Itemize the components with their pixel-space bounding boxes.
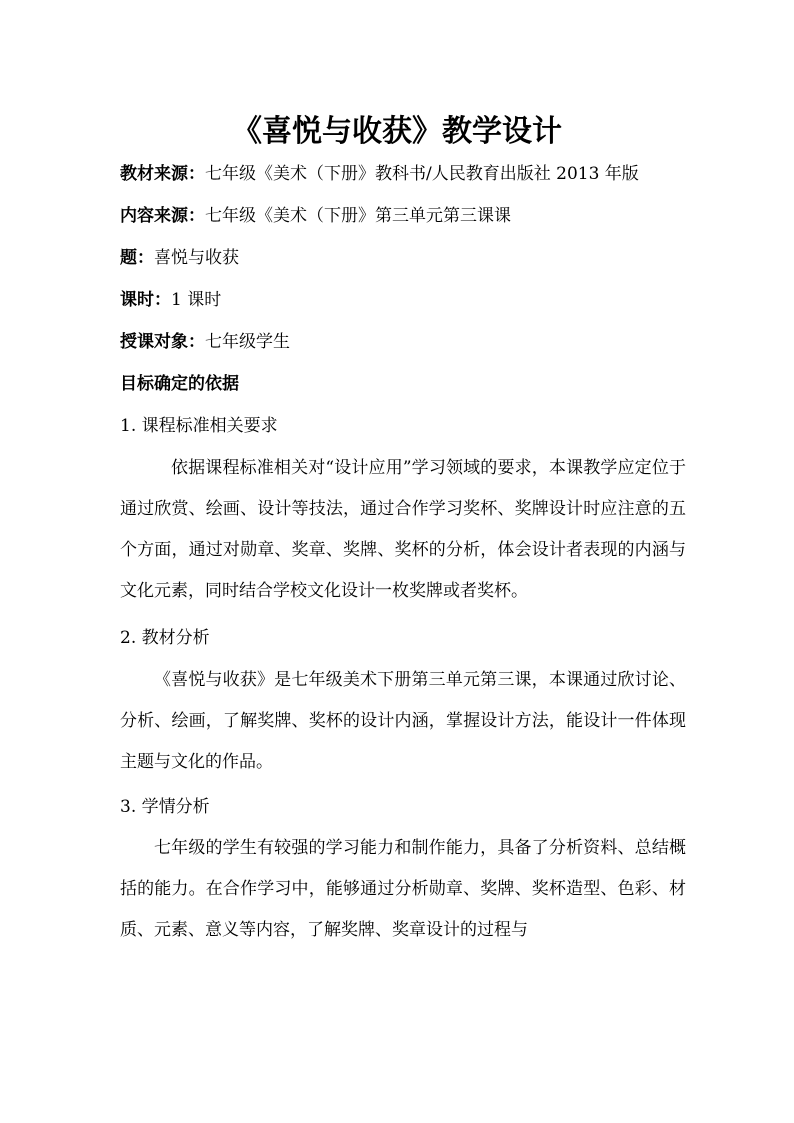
subsection-heading-students: 3. 学情分析 xyxy=(120,797,210,817)
subsection-heading-standards: 1. 课程标准相关要求 xyxy=(120,416,278,436)
subsection-heading-textbook: 2. 教材分析 xyxy=(120,628,210,648)
field-label: 授课对象： xyxy=(120,332,205,352)
field-value: 1 课时 xyxy=(171,290,222,310)
paragraph-standards: 依据课程标准相关对“设计应用”学习领域的要求，本课教学应定位于通过欣赏、绘画、设计等技法，通过合作学习奖杯、奖牌设计时应注意的五个方面，通过对勋章、奖章、奖牌、奖杯的分析，体会设计者表现的内涵与文化元素，同时结合学校文化设计一枚奖牌或者奖杯。 xyxy=(120,458,686,601)
field-label: 题： xyxy=(120,248,154,268)
field-content-source xyxy=(120,204,511,228)
field-label: 内容来源： xyxy=(120,206,205,226)
field-topic xyxy=(120,246,239,270)
field-value: 七年级学生 xyxy=(205,332,290,352)
field-periods xyxy=(120,288,221,312)
field-value: 七年级《美术（下册》教科书/人民教育出版社 2013 年版 xyxy=(205,164,639,184)
field-value: 喜悦与收获 xyxy=(154,248,239,268)
document-title: 《喜悦与收获》教学设计 xyxy=(232,114,562,149)
paragraph-students: 七年级的学生有较强的学习能力和制作能力，具备了分析资料、总结概括的能力。在合作学习中，能够通过分析勋章、奖牌、奖杯造型、色彩、材质、元素、意义等内容，了解奖牌、奖章设计的过程与 xyxy=(120,838,686,940)
field-label: 教材来源： xyxy=(120,164,205,184)
field-value: 七年级《美术（下册》第三单元第三课课 xyxy=(205,206,511,226)
field-textbook-source xyxy=(120,162,639,186)
field-label: 课时： xyxy=(120,290,171,310)
field-audience xyxy=(120,330,290,354)
section-heading: 目标确定的依据 xyxy=(120,374,239,394)
paragraph-textbook: 《喜悦与收获》是七年级美术下册第三单元第三课，本课通过欣讨论、分析、绘画，了解奖牌、奖杯的设计内涵，掌握设计方法，能设计一件体现主题与文化的作品。 xyxy=(120,670,686,772)
